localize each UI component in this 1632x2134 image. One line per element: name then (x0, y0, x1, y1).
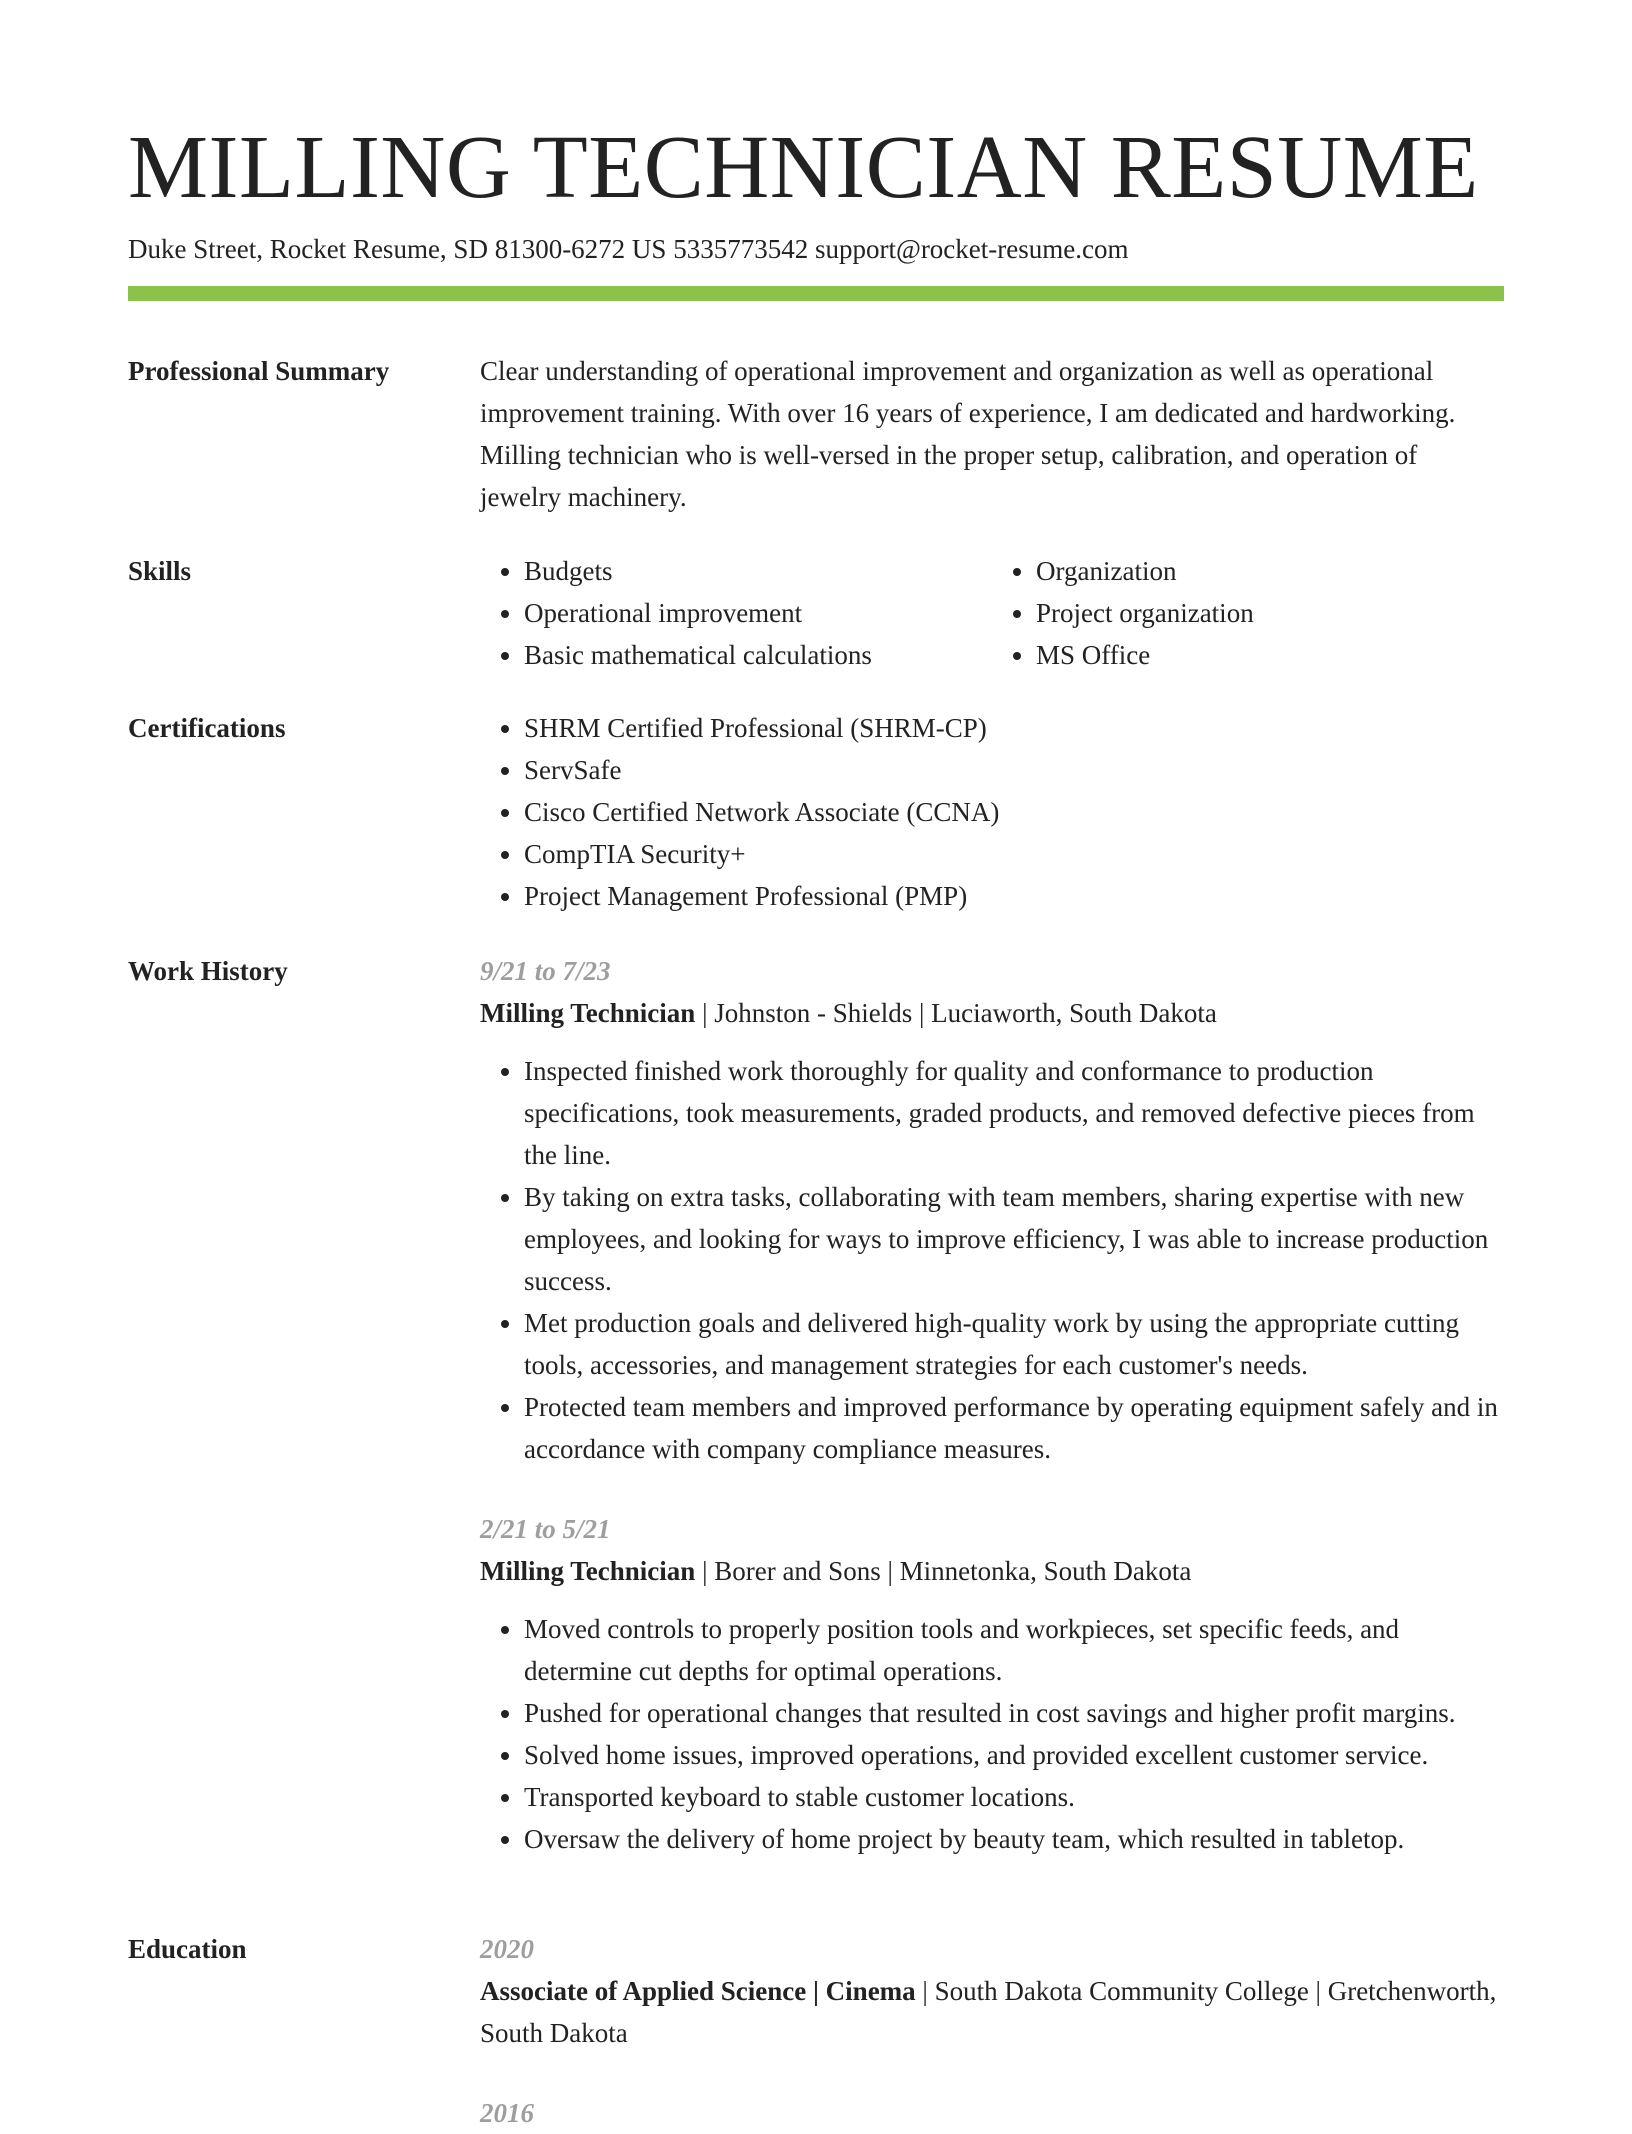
summary-section (480, 350, 1504, 518)
job-dates: 2/21 to 5/21 (480, 1514, 611, 1544)
job-heading (480, 992, 1504, 1034)
job-bullet: • Moved controls to properly position tools and workpieces, set specific feeds, and determine cut depths for optimal operations. (524, 1608, 1504, 1692)
certification-item: • CompTIA Security+ (524, 833, 1504, 875)
certification-item: • SHRM Certified Professional (SHRM-CP) (524, 707, 1504, 749)
skills-columns (480, 550, 1504, 676)
job-bullet: • Pushed for operational changes that resulted in cost savings and higher profit margins. (524, 1692, 1504, 1734)
job-title: Milling Technician (480, 1556, 696, 1586)
education-year: 2016 (480, 2098, 534, 2128)
header-divider (128, 286, 1504, 301)
skills-label: Skills (128, 556, 192, 586)
job-bullet: • Solved home issues, improved operations, and provided excellent customer service. (524, 1734, 1504, 1776)
education-details: | South Dakota Community College | Gretchenworth, South Dakota (480, 1976, 1497, 2048)
skill-item: • Budgets (524, 550, 992, 592)
skills-list-left (480, 550, 992, 676)
skills-section (480, 550, 1504, 676)
job-entry (480, 1508, 1504, 1860)
job-bullet: • By taking on extra tasks, collaborating with team members, sharing expertise with new employees, and looking for ways to improve efficiency, I was able to increase production success. (524, 1176, 1504, 1302)
skill-item: • MS Office (1036, 634, 1504, 676)
job-title: Milling Technician (480, 998, 696, 1028)
skills-list-right (992, 550, 1504, 676)
skill-item: • Project organization (1036, 592, 1504, 634)
job-bullet: • Transported keyboard to stable customer locations. (524, 1776, 1504, 1818)
summary-text: Clear understanding of operational improvement and organization as well as operational improvement training. With over 16 years of experience, I am dedicated and hardworking. Milling technician who is well-versed in the proper setup, calibration, and operation of jewelry machinery. (480, 356, 1456, 512)
certification-item: • Project Management Professional (PMP) (524, 875, 1504, 917)
job-bullet: • Protected team members and improved performance by operating equipment safely and in accordance with company compliance measures. (524, 1386, 1504, 1470)
certification-item: • Cisco Certified Network Associate (CCNA) (524, 791, 1504, 833)
education-heading (480, 1970, 1504, 2054)
job-bullets (480, 1608, 1504, 1860)
job-entry (480, 950, 1504, 1470)
work-history-section (480, 950, 1504, 1860)
education-label: Education (128, 1934, 247, 1964)
skill-item: • Organization (1036, 550, 1504, 592)
job-dates: 9/21 to 7/23 (480, 956, 611, 986)
contact-phone: 5335773542 (673, 234, 809, 264)
work-history-label: Work History (128, 956, 288, 986)
skill-item: • Basic mathematical calculations (524, 634, 992, 676)
contact-line (128, 229, 1128, 269)
job-bullet: • Oversaw the delivery of home project by beauty team, which resulted in tabletop. (524, 1818, 1504, 1860)
contact-email[interactable]: support@rocket-resume.com (814, 234, 1129, 264)
education-section (480, 1928, 1504, 2134)
education-degree: Associate of Applied Science | Cinema (480, 1976, 916, 2006)
certifications-list (480, 707, 1504, 917)
certifications-section (480, 707, 1504, 917)
job-bullets (480, 1050, 1504, 1470)
job-details: | Borer and Sons | Minnetonka, South Dakota (695, 1556, 1192, 1586)
job-bullet: • Met production goals and delivered high-quality work by using the appropriate cutting tools, accessories, and management strategies for each customer's needs. (524, 1302, 1504, 1386)
contact-address: Duke Street, Rocket Resume, SD 81300-6272 US (128, 234, 667, 264)
certification-item: • ServSafe (524, 749, 1504, 791)
certifications-label: Certifications (128, 713, 286, 743)
education-year: 2020 (480, 1934, 534, 1964)
resume-title: MILLING TECHNICIAN RESUME (128, 118, 1479, 217)
summary-label: Professional Summary (128, 356, 390, 386)
skill-item: • Operational improvement (524, 592, 992, 634)
job-bullet: • Inspected finished work thoroughly for quality and conformance to production specifications, took measurements, graded products, and removed defective pieces from the line. (524, 1050, 1504, 1176)
job-heading (480, 1550, 1504, 1592)
job-details: | Johnston - Shields | Luciaworth, South Dakota (695, 998, 1217, 1028)
